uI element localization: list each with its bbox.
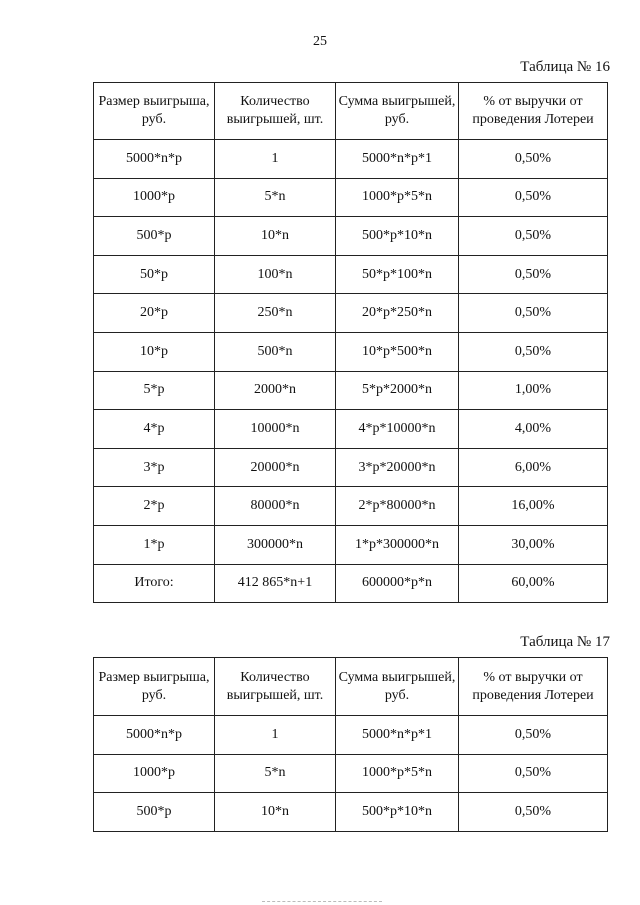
cell-prize-size: 4*p bbox=[94, 410, 215, 449]
cell-prize-size: 1000*p bbox=[94, 754, 215, 793]
cell-revenue-percent: 6,00% bbox=[459, 448, 608, 487]
table-16-body bbox=[94, 140, 608, 603]
table-row bbox=[94, 294, 608, 333]
table-row bbox=[94, 178, 608, 217]
header-revenue-percent: % от выручки от проведения Лотереи bbox=[459, 83, 608, 140]
table-header-row bbox=[94, 83, 608, 140]
cell-prize-count: 300000*n bbox=[215, 525, 336, 564]
table-17 bbox=[93, 657, 608, 832]
table-row bbox=[94, 255, 608, 294]
header-prize-count: Количество выигрышей, шт. bbox=[215, 658, 336, 716]
table-row bbox=[94, 332, 608, 371]
cell-prize-count: 5*n bbox=[215, 178, 336, 217]
cell-prize-count: 500*n bbox=[215, 332, 336, 371]
cell-prize-size: 20*p bbox=[94, 294, 215, 333]
page-footer-divider bbox=[262, 901, 382, 903]
table-row bbox=[94, 564, 608, 603]
cell-prize-size: 5*p bbox=[94, 371, 215, 410]
cell-prize-size: 2*p bbox=[94, 487, 215, 526]
cell-prize-count: 10*n bbox=[215, 217, 336, 256]
cell-prize-count: 100*n bbox=[215, 255, 336, 294]
table-row bbox=[94, 716, 608, 755]
cell-prize-count: 10*n bbox=[215, 793, 336, 832]
cell-prize-size: 5000*n*p bbox=[94, 140, 215, 179]
cell-prize-sum: 500*p*10*n bbox=[336, 793, 459, 832]
cell-prize-count: 80000*n bbox=[215, 487, 336, 526]
cell-prize-count: 2000*n bbox=[215, 371, 336, 410]
cell-prize-sum: 1*p*300000*n bbox=[336, 525, 459, 564]
table-row bbox=[94, 217, 608, 256]
table-row bbox=[94, 371, 608, 410]
cell-prize-count: 1 bbox=[215, 140, 336, 179]
table-row bbox=[94, 487, 608, 526]
cell-revenue-percent: 0,50% bbox=[459, 255, 608, 294]
cell-revenue-percent: 0,50% bbox=[459, 332, 608, 371]
table-row bbox=[94, 140, 608, 179]
cell-revenue-percent: 60,00% bbox=[459, 564, 608, 603]
cell-prize-sum: 5*p*2000*n bbox=[336, 371, 459, 410]
table-row bbox=[94, 793, 608, 832]
cell-prize-size: 500*p bbox=[94, 793, 215, 832]
cell-revenue-percent: 30,00% bbox=[459, 525, 608, 564]
cell-revenue-percent: 0,50% bbox=[459, 754, 608, 793]
cell-revenue-percent: 0,50% bbox=[459, 793, 608, 832]
cell-prize-size: Итого: bbox=[94, 564, 215, 603]
table-row bbox=[94, 410, 608, 449]
cell-prize-count: 412 865*n+1 bbox=[215, 564, 336, 603]
cell-prize-sum: 1000*p*5*n bbox=[336, 754, 459, 793]
table-17-body bbox=[94, 716, 608, 832]
cell-prize-sum: 10*p*500*n bbox=[336, 332, 459, 371]
cell-prize-sum: 500*p*10*n bbox=[336, 217, 459, 256]
cell-prize-size: 5000*n*p bbox=[94, 716, 215, 755]
header-prize-size: Размер выигрыша, руб. bbox=[94, 83, 215, 140]
cell-prize-count: 1 bbox=[215, 716, 336, 755]
page-number: 25 bbox=[313, 34, 327, 49]
table-16-caption: Таблица № 16 bbox=[520, 59, 610, 75]
cell-prize-size: 3*p bbox=[94, 448, 215, 487]
cell-prize-sum: 4*p*10000*n bbox=[336, 410, 459, 449]
header-prize-count: Количество выигрышей, шт. bbox=[215, 83, 336, 140]
cell-revenue-percent: 0,50% bbox=[459, 716, 608, 755]
cell-prize-sum: 2*p*80000*n bbox=[336, 487, 459, 526]
cell-prize-size: 50*p bbox=[94, 255, 215, 294]
cell-prize-count: 20000*n bbox=[215, 448, 336, 487]
table-row bbox=[94, 448, 608, 487]
table-row bbox=[94, 754, 608, 793]
cell-revenue-percent: 0,50% bbox=[459, 294, 608, 333]
cell-revenue-percent: 16,00% bbox=[459, 487, 608, 526]
cell-prize-count: 10000*n bbox=[215, 410, 336, 449]
table-17-caption: Таблица № 17 bbox=[520, 634, 610, 650]
cell-revenue-percent: 0,50% bbox=[459, 217, 608, 256]
cell-prize-count: 250*n bbox=[215, 294, 336, 333]
cell-revenue-percent: 0,50% bbox=[459, 140, 608, 179]
cell-prize-size: 10*p bbox=[94, 332, 215, 371]
cell-revenue-percent: 4,00% bbox=[459, 410, 608, 449]
cell-prize-size: 1000*p bbox=[94, 178, 215, 217]
header-revenue-percent: % от выручки от проведения Лотереи bbox=[459, 658, 608, 716]
cell-prize-size: 1*p bbox=[94, 525, 215, 564]
cell-prize-sum: 1000*p*5*n bbox=[336, 178, 459, 217]
cell-revenue-percent: 1,00% bbox=[459, 371, 608, 410]
cell-prize-sum: 3*p*20000*n bbox=[336, 448, 459, 487]
cell-prize-sum: 20*p*250*n bbox=[336, 294, 459, 333]
cell-prize-sum: 5000*n*p*1 bbox=[336, 716, 459, 755]
header-prize-sum: Сумма выигрышей, руб. bbox=[336, 658, 459, 716]
header-prize-size: Размер выигрыша, руб. bbox=[94, 658, 215, 716]
cell-prize-sum: 5000*n*p*1 bbox=[336, 140, 459, 179]
cell-prize-size: 500*p bbox=[94, 217, 215, 256]
table-row bbox=[94, 525, 608, 564]
table-16 bbox=[93, 82, 608, 603]
table-header-row bbox=[94, 658, 608, 716]
cell-prize-count: 5*n bbox=[215, 754, 336, 793]
header-prize-sum: Сумма выигрышей, руб. bbox=[336, 83, 459, 140]
cell-prize-sum: 50*p*100*n bbox=[336, 255, 459, 294]
cell-prize-sum: 600000*p*n bbox=[336, 564, 459, 603]
cell-revenue-percent: 0,50% bbox=[459, 178, 608, 217]
